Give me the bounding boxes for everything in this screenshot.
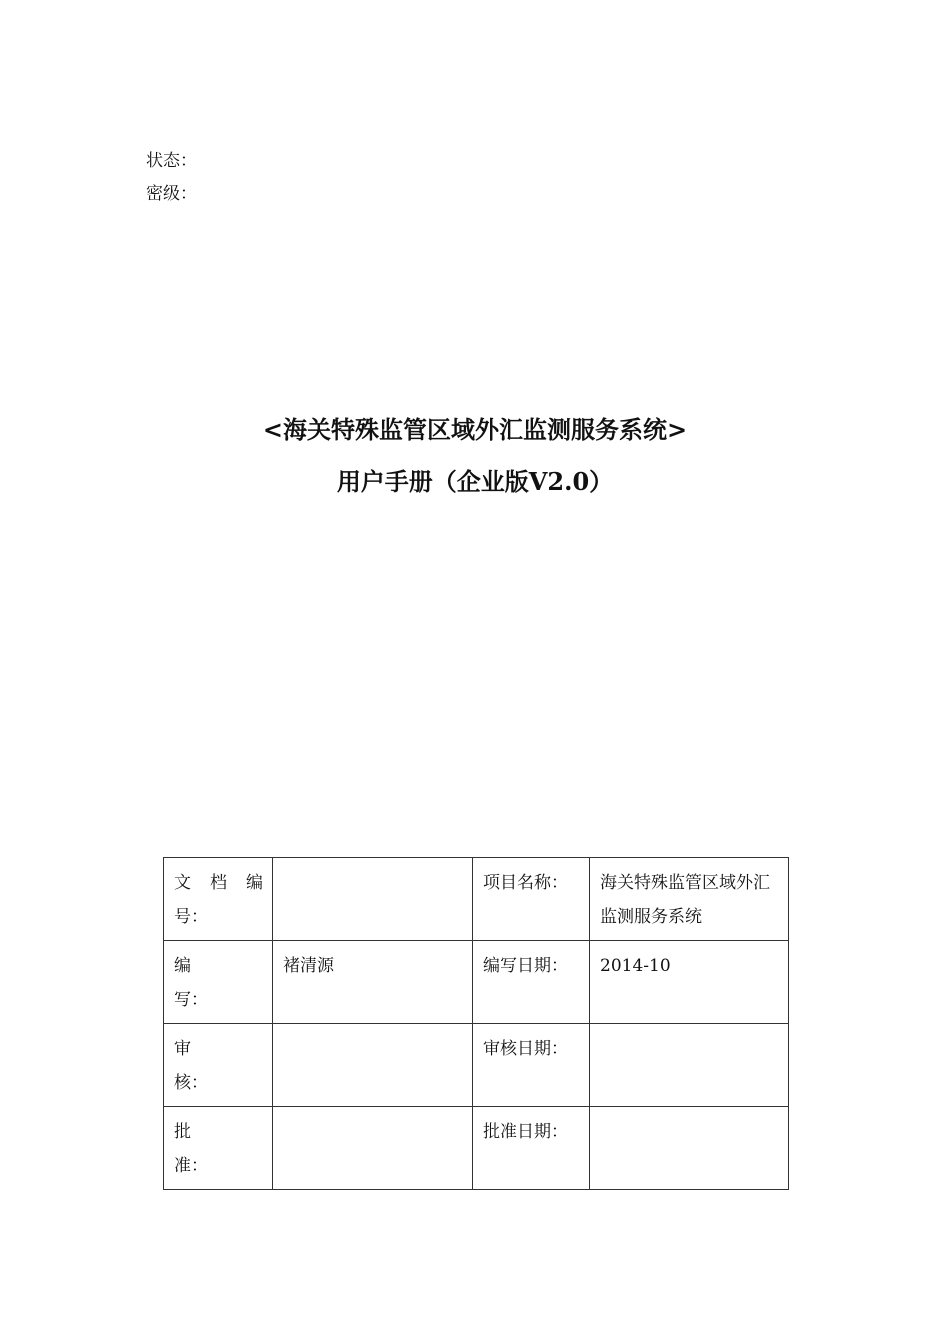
project-name-label-cell bbox=[473, 858, 590, 941]
document-number-label-cont: 号： bbox=[174, 907, 208, 927]
table-row-document-number bbox=[164, 858, 789, 941]
approval-date-value-cell bbox=[590, 1107, 789, 1190]
table-row-reviewer bbox=[164, 1024, 789, 1107]
author-value: 褚清源 bbox=[283, 956, 334, 976]
reviewer-label: 审核： bbox=[174, 1039, 208, 1093]
project-name-value-cell bbox=[590, 858, 789, 941]
author-label: 编写： bbox=[174, 956, 208, 1010]
document-info-table bbox=[163, 857, 789, 1190]
reviewer-value-cell bbox=[273, 1024, 473, 1107]
project-name-value: 海关特殊监管区域外汇监测服务系统 bbox=[600, 873, 770, 927]
write-date-label-cell bbox=[473, 941, 590, 1024]
document-number-label-cell bbox=[164, 858, 273, 941]
review-date-label: 审核日期： bbox=[483, 1039, 568, 1059]
document-title: <海关特殊监管区域外汇监测服务系统> bbox=[262, 415, 688, 444]
project-name-label: 项目名称： bbox=[483, 873, 568, 893]
approver-label: 批准： bbox=[174, 1122, 208, 1176]
document-subtitle: 用户手册（企业版V2.0） bbox=[336, 467, 614, 496]
table-row-author bbox=[164, 941, 789, 1024]
author-value-cell bbox=[273, 941, 473, 1024]
review-date-label-cell bbox=[473, 1024, 590, 1107]
document-number-label: 文 档 编 bbox=[174, 873, 263, 893]
approval-date-label: 批准日期： bbox=[483, 1122, 568, 1142]
approval-date-label-cell bbox=[473, 1107, 590, 1190]
table-row-approver bbox=[164, 1107, 789, 1190]
document-number-value-cell bbox=[273, 858, 473, 941]
approver-value-cell bbox=[273, 1107, 473, 1190]
security-level-field-label: 密级： bbox=[146, 184, 197, 204]
write-date-value: 2014-10 bbox=[600, 956, 671, 976]
write-date-value-cell bbox=[590, 941, 789, 1024]
approver-label-cell bbox=[164, 1107, 273, 1190]
review-date-value-cell bbox=[590, 1024, 789, 1107]
reviewer-label-cell bbox=[164, 1024, 273, 1107]
author-label-cell bbox=[164, 941, 273, 1024]
write-date-label: 编写日期： bbox=[483, 956, 568, 976]
status-field-label: 状态： bbox=[146, 151, 197, 171]
